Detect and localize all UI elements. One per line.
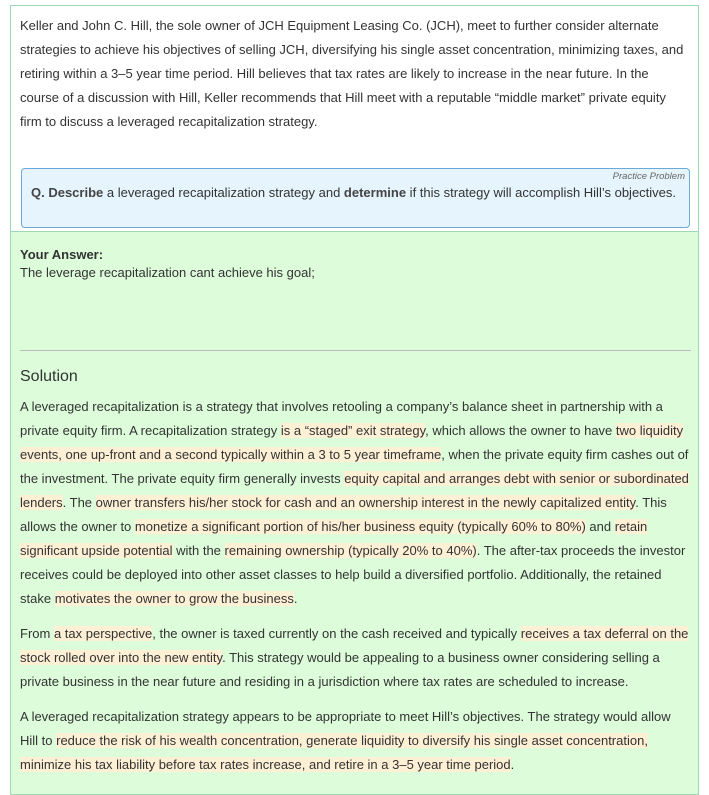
solution-body — [20, 395, 690, 788]
answer-section — [11, 231, 698, 794]
solution-text: A leveraged recapitalization strategy appears to be appropriate to meet Hill’s objectives. The strategy would allow Hill to — [20, 709, 671, 748]
problem-card — [10, 5, 699, 795]
question-keyword: determine — [343, 185, 407, 200]
solution-text: . — [510, 757, 515, 772]
solution-text: . The after-tax proceeds the investor receives could be deployed into other asset classes to help build a diversified portfolio. Additionally, the retained stake — [20, 543, 686, 606]
highlighted-text: owner transfers his/her stock for cash and an ownership interest in the newly capitalized entity — [95, 495, 636, 510]
solution-text: . This strategy would be appealing to a business owner considering selling a private business in the near future and residing in a jurisdiction where tax rates are scheduled to increase. — [20, 650, 660, 689]
highlighted-text: monetize a significant portion of his/her business equity (typically 60% to 80%) — [134, 519, 586, 534]
solution-text: , when the private equity firm cashes out of the investment. The private equity firm generally invests — [20, 447, 689, 486]
solution-paragraph — [20, 705, 690, 777]
practice-question-box — [21, 168, 690, 228]
solution-text: From — [20, 626, 54, 641]
case-context: Keller and John C. Hill, the sole owner of JCH Equipment Leasing Co. (JCH), meet to further consider alternate strategies to achieve his objectives of selling JCH, diversifying his single asset concentration, minimizing taxes, and retiring within a 3–5 year time period. Hill believes that tax rates are likely to increase in the near future. In the course of a discussion with Hill, Keller recommends that Hill meet with a reputable “middle market” private equity firm to discuss a leveraged recapitalization strategy. — [20, 18, 684, 129]
solution-text: . — [293, 591, 298, 606]
question-part: if this strategy will accomplish Hill’s objectives. — [406, 185, 677, 200]
highlighted-text: receives a tax deferral on the stock rolled over into the new entity — [20, 626, 689, 665]
solution-text: and — [585, 519, 615, 534]
solution-text: with the — [172, 543, 225, 558]
solution-text: , the owner is taxed currently on the cash received and typically — [152, 626, 521, 641]
highlighted-text: remaining ownership (typically 20% to 40%) — [224, 543, 477, 558]
solution-text: . This allows the owner to — [20, 495, 667, 534]
highlighted-text: equity capital and arranges debt with senior or subordinated lenders — [20, 471, 689, 510]
solution-paragraph — [20, 395, 690, 611]
highlighted-text: motivates the owner to grow the business — [54, 591, 294, 606]
highlighted-text: a tax perspective — [53, 626, 153, 641]
solution-text: . The — [62, 495, 96, 510]
your-answer-label: Your Answer: — [20, 247, 104, 262]
highlighted-text: is a “staged” exit strategy — [280, 423, 426, 438]
highlighted-text: retain significant upside potential — [20, 519, 648, 558]
divider — [20, 350, 691, 351]
question-part: a leveraged recapitalization strategy and — [103, 185, 344, 200]
highlighted-text: reduce the risk of his wealth concentration, generate liquidity to diversify his single asset concentration, minimize his tax liability before tax rates increase, and retire in a 3–5 year time period — [20, 733, 648, 772]
solution-text: A leveraged recapitalization is a strategy that involves retooling a company’s balance sheet in partnership with a private equity firm. A recapitalization strategy — [20, 399, 663, 438]
solution-text: , which allows the owner to have — [425, 423, 616, 438]
question-text — [31, 185, 676, 200]
solution-paragraph — [20, 622, 690, 694]
highlighted-text: two liquidity events, one up-front and a second typically within a 3 to 5 year timeframe — [20, 423, 684, 462]
question-prefix: Q. Describe — [31, 185, 104, 200]
practice-problem-tag: Practice Problem — [612, 171, 685, 182]
your-answer-text: The leverage recapitalization cant achieve his goal; — [20, 265, 315, 280]
solution-title: Solution — [20, 368, 78, 385]
